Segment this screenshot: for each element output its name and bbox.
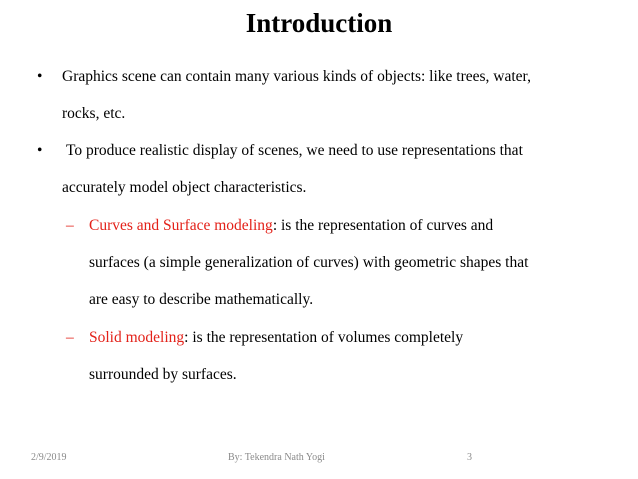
- bullet-line: accurately model object characteristics.: [62, 179, 307, 196]
- footer-page-number: 3: [467, 452, 472, 463]
- subbullet-line: [89, 319, 604, 356]
- bullet-line: Graphics scene can contain many various kinds of objects: like trees, water,: [62, 68, 531, 85]
- bullet-text: [62, 58, 605, 132]
- subbullet-rest: : is the representation of curves and: [272, 217, 494, 234]
- footer-date: 2/9/2019: [31, 452, 67, 463]
- bullet-marker: •: [37, 142, 43, 159]
- footer-author: By: Tekendra Nath Yogi: [228, 452, 325, 463]
- subbullet-line: [89, 207, 604, 244]
- subbullet-line: surrounded by surfaces.: [89, 366, 237, 383]
- subbullet-line: surfaces (a simple generalization of curves) with geometric shapes that: [89, 254, 529, 271]
- subbullet-rest: : is the representation of volumes completely: [184, 329, 464, 346]
- subbullet-text: [89, 319, 604, 393]
- subbullet-line: are easy to describe mathematically.: [89, 291, 314, 308]
- subbullet-term: Solid modeling: [89, 329, 185, 346]
- slide-title: Introduction: [245, 8, 393, 38]
- subbullet-marker: –: [66, 329, 74, 346]
- bullet-line: To produce realistic display of scenes, we need to use representations that: [66, 142, 523, 159]
- subbullet-term: Curves and Surface modeling: [89, 217, 273, 234]
- bullet-marker: •: [37, 68, 43, 85]
- bullet-line: rocks, etc.: [62, 105, 126, 122]
- subbullet-marker: –: [66, 217, 74, 234]
- bullet-text: [62, 132, 605, 206]
- subbullet-text: [89, 207, 604, 318]
